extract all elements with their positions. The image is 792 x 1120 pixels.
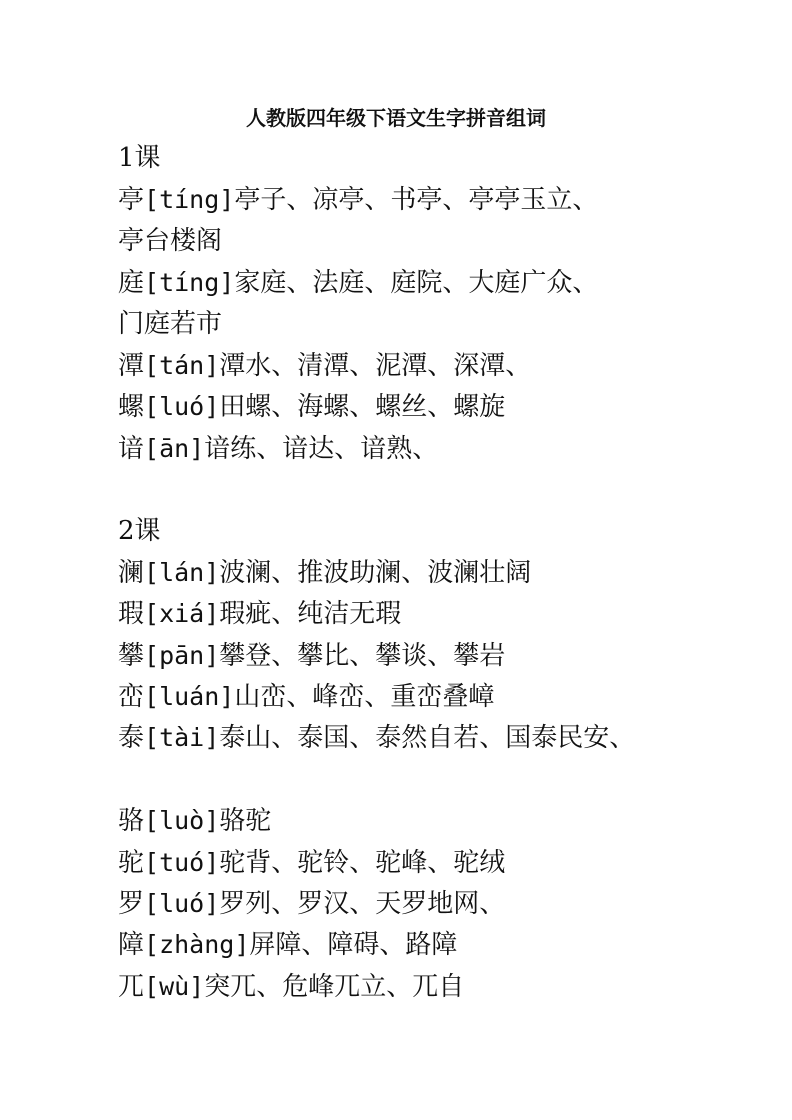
vocab-entry — [118, 179, 758, 220]
vocab-entry — [118, 345, 758, 386]
word-list: 波澜、推波助澜、波澜壮阔 — [219, 557, 532, 588]
word-list-continuation: 亭台楼阁 — [118, 225, 223, 256]
word-list: 潭水、清潭、泥潭、深潭、 — [219, 350, 532, 381]
character: 亭 — [118, 185, 145, 216]
word-list: 骆驼 — [219, 806, 272, 837]
pinyin: [luó] — [144, 889, 220, 919]
character: 螺 — [118, 392, 145, 423]
character: 驼 — [118, 847, 145, 878]
vocab-entry — [118, 800, 758, 841]
character: 骆 — [118, 806, 145, 837]
word-list: 屏障、障碍、路障 — [249, 930, 458, 961]
vocab-entry — [118, 924, 758, 965]
character: 谙 — [118, 433, 145, 464]
character: 澜 — [118, 557, 145, 588]
word-list: 家庭、法庭、庭院、大庭广众、 — [234, 268, 599, 299]
pinyin: [ān] — [144, 433, 205, 463]
vocab-entry — [118, 386, 758, 427]
vocab-entry — [118, 842, 758, 883]
vocab-entry — [118, 883, 758, 924]
word-list: 谙练、谙达、谙熟、 — [204, 433, 439, 464]
vocab-entry — [118, 552, 758, 593]
pinyin: [luó] — [144, 392, 220, 422]
word-list: 田螺、海螺、螺丝、螺旋 — [219, 392, 506, 423]
pinyin: [tài] — [144, 723, 220, 753]
character: 潭 — [118, 350, 145, 381]
pinyin: [tíng] — [144, 185, 235, 215]
lesson-heading: 2课 — [118, 515, 161, 546]
vocab-entry — [118, 428, 758, 469]
pinyin: [tíng] — [144, 268, 235, 298]
character: 泰 — [118, 723, 145, 754]
blank-line — [118, 759, 758, 800]
pinyin: [zhàng] — [144, 930, 250, 960]
word-list: 亭子、凉亭、书亭、亭亭玉立、 — [234, 185, 599, 216]
character: 峦 — [118, 682, 145, 713]
word-list: 驼背、驼铃、驼峰、驼绒 — [219, 847, 506, 878]
vocab-entry — [118, 717, 758, 758]
word-list: 突兀、危峰兀立、兀自 — [204, 971, 465, 1002]
vocab-entry — [118, 676, 758, 717]
character: 瑕 — [118, 599, 145, 630]
vocab-entry — [118, 966, 758, 1007]
pinyin: [tuó] — [144, 847, 220, 877]
vocab-entry — [118, 635, 758, 676]
lesson-heading: 1课 — [118, 143, 161, 173]
character: 障 — [118, 930, 145, 961]
pinyin: [luán] — [144, 682, 235, 712]
vocab-entry — [118, 262, 758, 303]
word-list: 泰山、泰国、泰然自若、国泰民安、 — [219, 723, 636, 754]
word-list: 罗列、罗汉、天罗地网、 — [219, 889, 506, 920]
character: 攀 — [118, 640, 145, 671]
character: 庭 — [118, 268, 145, 299]
vocab-entry — [118, 593, 758, 634]
blank-line — [118, 469, 758, 510]
pinyin: [pān] — [144, 640, 220, 670]
character: 兀 — [118, 971, 145, 1002]
word-list: 山峦、峰峦、重峦叠嶂 — [234, 682, 495, 713]
pinyin: [tán] — [144, 350, 220, 380]
pinyin: [luò] — [144, 806, 220, 836]
character: 罗 — [118, 889, 145, 920]
pinyin: [lán] — [144, 557, 220, 587]
pinyin: [wù] — [144, 971, 205, 1001]
document-body — [118, 138, 758, 1007]
word-list-continuation: 门庭若市 — [118, 308, 223, 339]
document-title: 人教版四年级下语文生字拼音组词 — [246, 106, 546, 130]
word-list: 攀登、攀比、攀谈、攀岩 — [219, 640, 506, 671]
pinyin: [xiá] — [144, 599, 220, 629]
word-list: 瑕疵、纯洁无瑕 — [219, 599, 402, 630]
